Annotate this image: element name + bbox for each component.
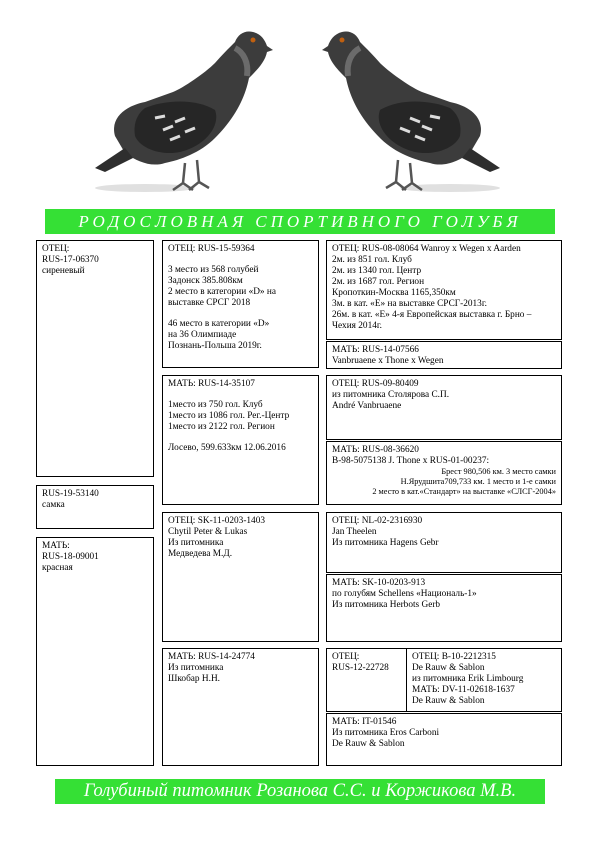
mmm-box (326, 713, 562, 766)
dam-father-box (162, 512, 319, 642)
mff-info: Jan Theelen Из питомника Hagens Gebr (332, 527, 439, 548)
mfm-box (326, 574, 562, 642)
fmm-info: Брест 980,506 км. 3 место самки Н.Ярудшита709,733 км. 1 место и 1-е самки 2 место в кат.«Стандарт» на выставке «СЛСГ-2004» (372, 467, 556, 496)
ffm-box (326, 341, 562, 369)
pedigree-title: РОДОСЛОВНАЯ СПОРТИВНОГО ГОЛУБЯ (78, 212, 522, 231)
mother-box (36, 537, 154, 766)
dam-father-title: ОТЕЦ: SK-11-0203-1403 (168, 516, 266, 526)
father-label: ОТЕЦ: (42, 244, 70, 254)
mmf-gf-info: De Rauw & Sablon из питомника Erik Limbourg (412, 663, 524, 684)
footer-text: Голубиный питомник Розанова С.С. и Коржикова М.В. (83, 781, 517, 801)
sire-father-box (162, 240, 319, 368)
fmf-title: ОТЕЦ: RUS-09-80409 (332, 379, 419, 389)
mmf-box (326, 648, 562, 712)
mmf-ring: RUS-12-22728 (332, 663, 389, 673)
ffm-title: МАТЬ: RUS-14-07566 (332, 345, 419, 355)
mfm-info: по голубям Schellens «Националь-1» Из питомника Herbots Gerb (332, 589, 477, 610)
sire-father-results: 3 место из 568 голубей Задонск 385.808км 2 место в категории «D» на выставке СРСГ 2018 (168, 265, 277, 308)
pedigree-title-banner (45, 209, 555, 234)
sire-father-olympiad: 46 место в категории «D» на 36 Олимпиаде Познань-Польша 2019г. (168, 319, 270, 351)
father-box (36, 240, 154, 477)
fff-box (326, 240, 562, 340)
dam-mother-info: Из питомника Шкобар Н.Н. (168, 663, 224, 684)
dam-mother-title: МАТЬ: RUS-14-24774 (168, 652, 255, 662)
fmm-title: МАТЬ: RUS-08-36620 (332, 445, 419, 455)
mother-ring: RUS-18-09001 (42, 552, 99, 562)
sire-mother-results: 1место из 750 гол. Клуб 1место из 1086 гол. Рег.-Центр 1место из 2122 гол. Регион (168, 400, 290, 432)
bird-box (36, 485, 154, 529)
mmf-parents-cell (407, 649, 560, 711)
bird-sex: самка (42, 500, 65, 510)
pigeon-left-image (85, 18, 275, 208)
fff-title: ОТЕЦ: RUS-08-08064 Wanroy x Wegen x Aarden (332, 244, 521, 254)
pigeon-right-image (320, 18, 510, 208)
fmf-box (326, 375, 562, 440)
bird-ring: RUS-19-53140 (42, 489, 99, 499)
fmm-box (326, 441, 562, 505)
mmf-gm-title: МАТЬ: DV-11-02618-1637 (412, 685, 515, 695)
father-color: сиреневый (42, 266, 85, 276)
fmf-info: из питомника Столярова С.П. André Vanbruaene (332, 390, 450, 411)
mfm-title: МАТЬ: SK-10-0203-913 (332, 578, 426, 588)
sire-mother-title: МАТЬ: RUS-14-35107 (168, 379, 255, 389)
father-ring: RUS-17-06370 (42, 255, 99, 265)
sire-father-title: ОТЕЦ: RUS-15-59364 (168, 244, 255, 254)
ffm-info: Vanbruaene x Thone x Wegen (332, 356, 444, 366)
mmf-label: ОТЕЦ: (332, 652, 360, 662)
mother-label: МАТЬ: (42, 541, 70, 551)
dam-mother-box (162, 648, 319, 766)
sire-mother-race: Лосево, 599.633км 12.06.2016 (168, 443, 286, 453)
mmm-title: МАТЬ: IT-01546 (332, 717, 397, 727)
sire-mother-box (162, 375, 319, 505)
mff-title: ОТЕЦ: NL-02-2316930 (332, 516, 423, 526)
mmf-gm-info: De Rauw & Sablon (412, 696, 485, 706)
fmm-line1: B-98-5075138 J. Thone x RUS-01-00237: (332, 456, 490, 466)
mother-color: красная (42, 563, 73, 573)
fff-info: 2м. из 851 гол. Клуб 2м. из 1340 гол. Центр 2м. из 1687 гол. Регион Кропоткин-Москва 1165,350км 3м. в кат. «E» на выставке СРСГ-2013г. 26м. в кат. «E» 4-я Европейская выставка г. Брно – Чехия 2014г. (332, 255, 532, 331)
mmf-sire-cell (327, 649, 407, 711)
mff-box (326, 512, 562, 573)
dam-father-info: Chytil Peter & Lukas Из питомника Медведева М.Д. (168, 527, 248, 559)
mmm-info: Из питомника Eros Carboni De Rauw & Sablon (332, 728, 440, 749)
footer-banner (55, 779, 545, 804)
mmf-gf-title: ОТЕЦ: B-10-2212315 (412, 652, 496, 662)
